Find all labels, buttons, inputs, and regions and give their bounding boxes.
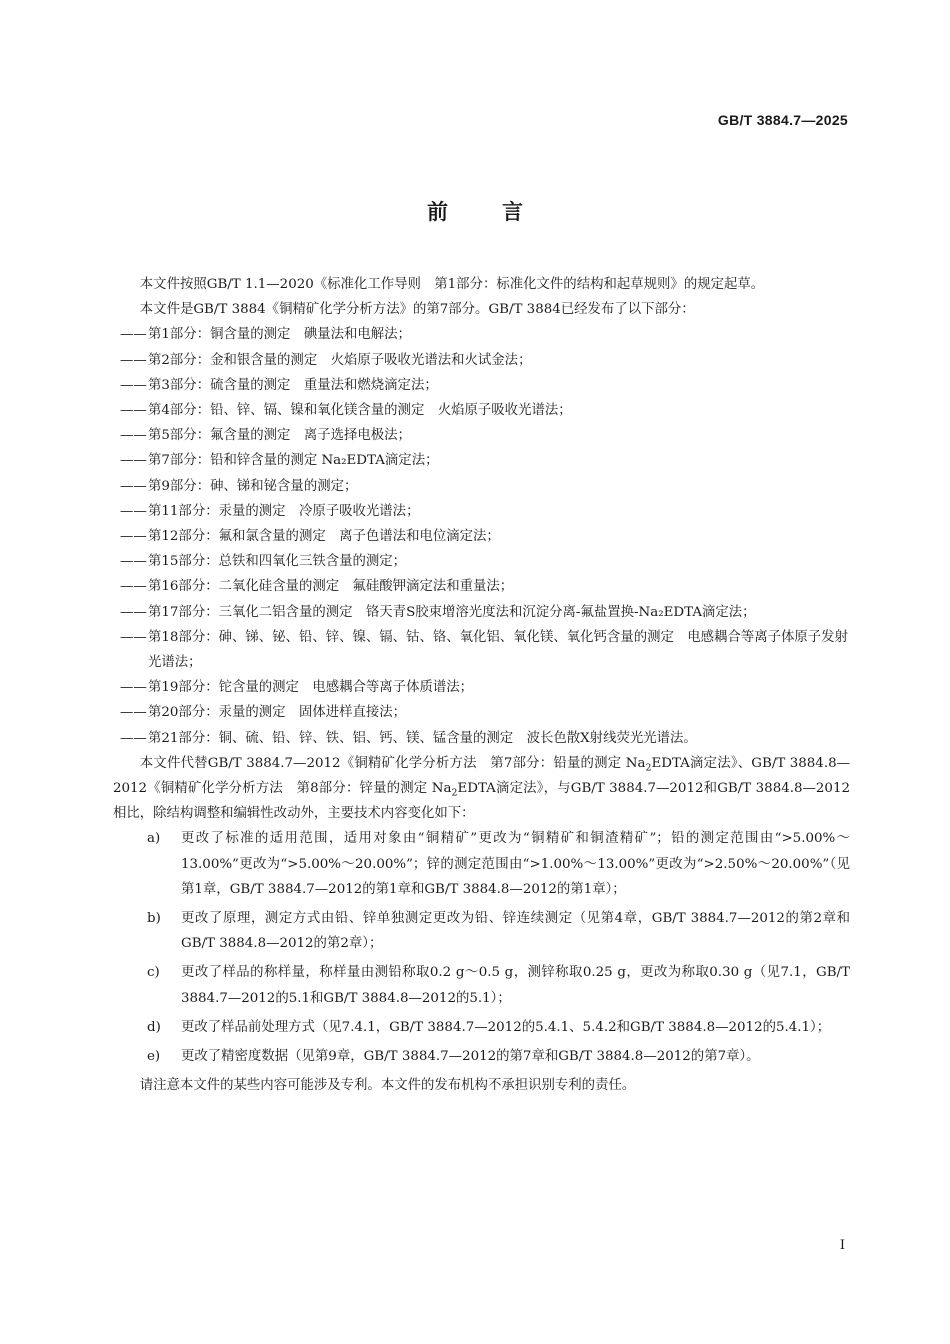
part-item	[113, 574, 850, 599]
dash-marker: ——	[120, 680, 147, 696]
changes-list	[113, 826, 850, 1069]
part-item	[113, 524, 850, 549]
dash-marker: ——	[120, 604, 147, 620]
part-text: 第4部分：铅、锌、镉、镍和氧化镁含量的测定 火焰原子吸收光谱法；	[148, 403, 572, 419]
change-item	[113, 826, 850, 902]
dash-marker: ——	[120, 478, 147, 494]
dash-marker: ——	[120, 428, 147, 444]
part-item	[113, 448, 850, 473]
part-item	[113, 700, 850, 725]
part-text: 第17部分：三氧化二铝含量的测定 铬天青S胶束增溶光度法和沉淀分离-氟盐置换-Na₂EDTA滴定法；	[148, 604, 756, 620]
part-text: 第1部分：铜含量的测定 碘量法和电解法；	[148, 327, 411, 343]
patent-notice: 请注意本文件的某些内容可能涉及专利。本文件的发布机构不承担识别专利的责任。	[139, 1078, 636, 1094]
change-marker: c)	[147, 965, 160, 981]
part-text: 第18部分：砷、锑、铋、铅、锌、镍、镉、钴、铬、氧化铝、氧化镁、氧化钙含量的测定 电感耦合等离子体原子发射光谱法；	[148, 629, 848, 671]
change-text: 更改了样品前处理方式（见7.4.1，GB/T 3884.7—2012的5.4.1、5.4.2和GB/T 3884.8—2012的5.4.1）；	[181, 1019, 831, 1035]
part-text: 第2部分：金和银含量的测定 火焰原子吸收光谱法和火试金法；	[148, 352, 532, 368]
part-text: 第15部分：总铁和四氧化三铁含量的测定；	[148, 554, 407, 570]
part-item	[113, 726, 850, 751]
dash-marker: ——	[120, 403, 147, 419]
page-title: 前言	[427, 200, 577, 224]
change-text: 更改了精密度数据（见第9章，GB/T 3884.7—2012的第7章和GB/T 3884.8—2012的第7章）。	[181, 1049, 760, 1065]
change-text: 更改了样品的称样量，称样量由测铅称取0.2 g～0.5 g，测锌称取0.25 g，更改为称取0.30 g（见7.1，GB/T 3884.7—2012的5.1和GB/T 3884.8—2012的5.1）；	[181, 965, 850, 1006]
dash-marker: ——	[120, 629, 147, 645]
part-text: 第9部分：砷、锑和铋含量的测定；	[148, 478, 358, 494]
dash-marker: ——	[120, 554, 147, 570]
part-text: 第3部分：硫含量的测定 重量法和燃烧滴定法；	[148, 377, 438, 393]
part-item	[113, 675, 850, 700]
change-item	[113, 906, 850, 956]
part-item	[113, 625, 850, 675]
change-marker: d)	[147, 1019, 161, 1035]
change-item	[113, 960, 850, 1010]
part-item	[113, 398, 850, 423]
series-paragraph: 本文件是GB/T 3884《铜精矿化学分析方法》的第7部分。GB/T 3884已经发布了以下部分：	[139, 302, 695, 318]
dash-marker: ——	[120, 352, 147, 368]
drafting-paragraph: 本文件按照GB/T 1.1—2020《标准化工作导则 第1部分：标准化文件的结构和起草规则》的规定起草。	[139, 277, 765, 292]
page-number: I	[839, 1238, 845, 1253]
dash-marker: ——	[120, 529, 147, 545]
replacement-paragraph: 本文件代替GB/T 3884.7—2012《铜精矿化学分析方法 第7部分：铅量的测定 $Na_2EDTA$滴定法》、GB/T 3884.8—2012《铜精矿化学分析方法 第8部分：锌量的测定 $Na_2EDTA$滴定法》，与GB/T 3884.7—2012和GB/T 3884.8—2012相比，除结构调整和编辑性改动外，主要技术内容变化如下：	[113, 755, 850, 822]
dash-marker: ——	[120, 453, 147, 469]
part-text: 第20部分：汞量的测定 固体进样直接法；	[148, 705, 407, 721]
part-item	[113, 348, 850, 373]
change-marker: b)	[147, 911, 161, 927]
parts-list	[113, 322, 850, 750]
part-text: 第11部分：汞量的测定 冷原子吸收光谱法；	[148, 503, 420, 519]
part-text: 第19部分：铊含量的测定 电感耦合等离子体质谱法；	[148, 680, 474, 696]
change-item	[113, 1044, 850, 1069]
dash-marker: ——	[120, 579, 147, 595]
change-text: 更改了标准的适用范围，适用对象由“铜精矿”更改为“铜精矿和铜渣精矿”；铅的测定范围由“>5.00%～13.00%”更改为“>5.00%～20.00%”；锌的测定范围由“>1.00%～13.00%”更改为“>2.50%～20.00%”（见第1章，GB/T 3884.7—2012的第1章和GB/T 3884.8—2012的第1章）；	[181, 831, 850, 897]
change-item	[113, 1015, 850, 1040]
dash-marker: ——	[120, 327, 147, 343]
part-text: 第5部分：氟含量的测定 离子选择电极法；	[148, 428, 411, 444]
part-text: 第21部分：铜、硫、铅、锌、铁、铝、钙、镁、锰含量的测定 波长色散X射线荧光光谱法。	[148, 730, 697, 746]
part-item	[113, 474, 850, 499]
standard-code: GB/T 3884.7—2025	[717, 112, 848, 128]
part-item	[113, 549, 850, 574]
change-marker: e)	[147, 1049, 161, 1065]
part-text: 第12部分：氟和氯含量的测定 离子色谱法和电位滴定法；	[148, 529, 500, 545]
dash-marker: ——	[120, 705, 147, 721]
change-marker: a)	[147, 831, 161, 847]
part-text: 第16部分：二氧化硅含量的测定 氟硅酸钾滴定法和重量法；	[148, 579, 514, 595]
part-item	[113, 600, 850, 625]
part-item	[113, 499, 850, 524]
part-item	[113, 373, 850, 398]
change-text: 更改了原理，测定方式由铅、锌单独测定更改为铅、锌连续测定（见第4章，GB/T 3884.7—2012的第2章和GB/T 3884.8—2012的第2章）；	[181, 911, 850, 952]
dash-marker: ——	[120, 730, 147, 746]
part-item	[113, 423, 850, 448]
document-body	[113, 272, 850, 1099]
part-item	[113, 322, 850, 347]
part-text: 第7部分：铅和锌含量的测定 Na₂EDTA滴定法；	[148, 453, 439, 469]
dash-marker: ——	[120, 377, 147, 393]
dash-marker: ——	[120, 503, 147, 519]
